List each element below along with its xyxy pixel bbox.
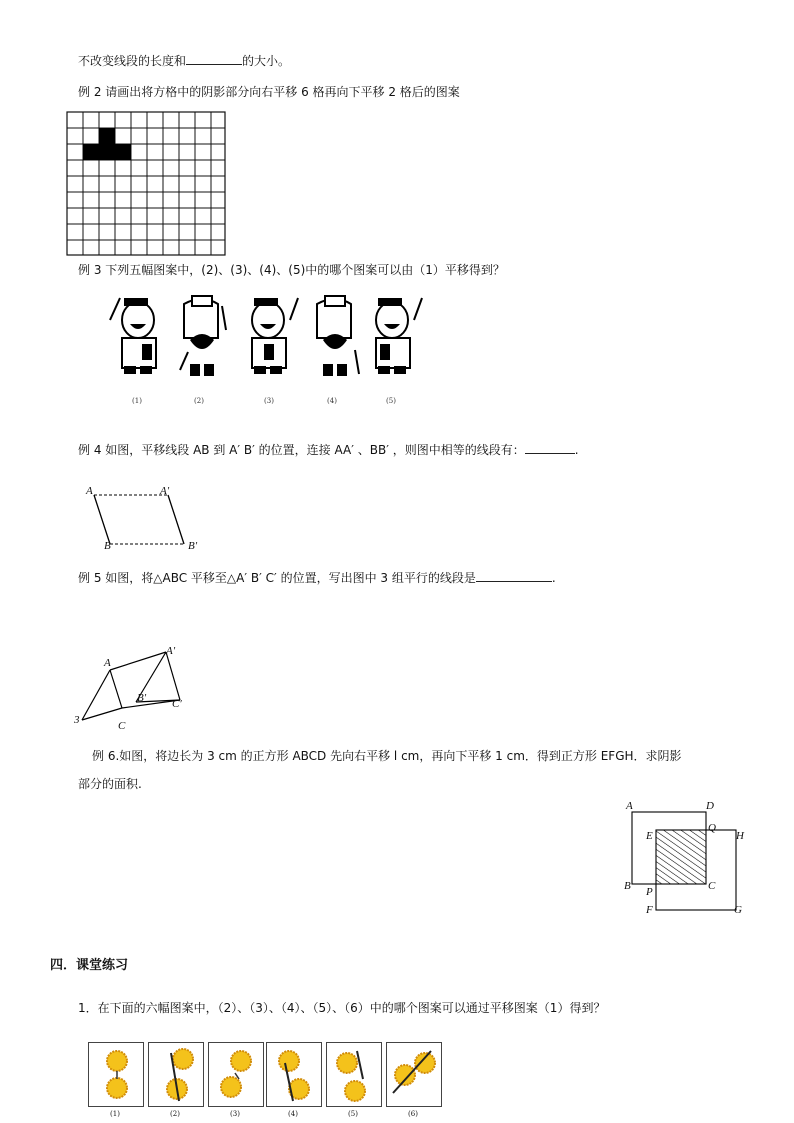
point-label-g: G <box>734 904 742 916</box>
example-4-text <box>78 442 579 458</box>
figure-caption-5: (5) <box>386 397 396 405</box>
point-label-f: F <box>646 904 653 916</box>
figure-caption-3: (3) <box>264 397 274 405</box>
example-5-text <box>78 570 556 586</box>
cartoon-figure-5 <box>376 298 422 374</box>
example-2-text: 例 2 请画出将方格中的阴影部分向右平移 6 格再向下平移 2 格后的图案 <box>78 85 460 99</box>
question-1-text: 1．在下面的六幅图案中，（2）、（3）、（4）、（5）、（6）中的哪个图案可以通过平移图案（1）得到？ <box>78 1001 606 1015</box>
flower-panel-6 <box>386 1042 442 1107</box>
flower-panel-2 <box>148 1042 204 1107</box>
panel-caption-3: (3) <box>230 1110 240 1118</box>
example-6-diagram <box>620 800 750 920</box>
fill-in-sentence <box>78 53 290 69</box>
example-6-text-line-1: 例 6.如图，将边长为 3 cm 的正方形 ABCD 先向右平移 l cm，再向下平移 1 cm．得到正方形 EFGH．求阴影 <box>92 749 682 763</box>
point-label-d: D <box>706 800 714 812</box>
panel-caption-2: (2) <box>170 1110 180 1118</box>
example-5-end: . <box>551 571 556 585</box>
example-3-text: 例 3 下列五幅图案中，(2)、(3)、(4)、(5)中的哪个图案可以由（1）平移得到？ <box>78 263 505 277</box>
answer-blank[interactable] <box>186 53 242 65</box>
figure-caption-4: (4) <box>327 397 337 405</box>
flower-panel-1 <box>88 1042 144 1107</box>
point-label-a: A <box>104 657 111 669</box>
shaded-shape <box>83 128 131 160</box>
point-label-e: E <box>646 830 653 842</box>
panel-caption-5: (5) <box>348 1110 358 1118</box>
point-label-b-prime: B′ <box>137 692 147 704</box>
point-label-b: B <box>104 540 111 552</box>
example-4-question: 例 4 如图，平移线段 AB 到 A′ B′ 的位置，连接 AA′ 、BB′ ，则图中相等的线段有： <box>78 443 525 457</box>
point-label-h: H <box>736 830 744 842</box>
point-label-a-prime: A′ <box>160 485 170 497</box>
example-4-end: . <box>574 443 579 457</box>
point-label-c-prime: C′ <box>172 698 182 710</box>
point-label-a: A <box>86 485 93 497</box>
point-label-b: B <box>624 880 631 892</box>
example-2-grid[interactable] <box>66 111 226 256</box>
cartoon-figure-1 <box>110 298 156 374</box>
answer-blank[interactable] <box>476 570 552 582</box>
point-label-a: A <box>626 800 633 812</box>
point-label-q: Q <box>708 822 716 834</box>
flower-panel-5 <box>326 1042 382 1107</box>
panel-caption-1: (1) <box>110 1110 120 1118</box>
sentence-end: 的大小。 <box>242 54 291 68</box>
point-label-b: 3 <box>74 714 80 726</box>
example-6-text-line-2: 部分的面积. <box>78 777 142 791</box>
panel-caption-4: (4) <box>288 1110 298 1118</box>
point-label-p: P <box>646 886 653 898</box>
flower-panel-4 <box>266 1042 322 1107</box>
cartoon-figure-3 <box>252 298 298 374</box>
point-label-c: C <box>708 880 716 892</box>
figure-caption-2: (2) <box>194 397 204 405</box>
cartoon-figure-2 <box>180 296 226 376</box>
example-3-figures <box>100 290 430 390</box>
figure-caption-1: (1) <box>132 397 142 405</box>
cartoon-figure-4 <box>317 296 359 376</box>
flower-panel-3 <box>208 1042 264 1107</box>
sentence-start: 不改变线段的长度和 <box>78 54 187 68</box>
point-label-b-prime: B′ <box>188 540 198 552</box>
point-label-a-prime: A′ <box>166 645 176 657</box>
example-5-question: 例 5 如图，将△ABC 平移至△A′ B′ C′ 的位置，写出图中 3 组平行的线段是 <box>78 571 476 585</box>
example-5-diagram <box>70 640 200 740</box>
point-label-c: C <box>118 720 126 732</box>
panel-caption-6: (6) <box>408 1110 418 1118</box>
answer-blank[interactable] <box>525 442 575 454</box>
section-heading: 四．课堂练习 <box>50 958 129 973</box>
example-4-diagram <box>80 480 220 560</box>
